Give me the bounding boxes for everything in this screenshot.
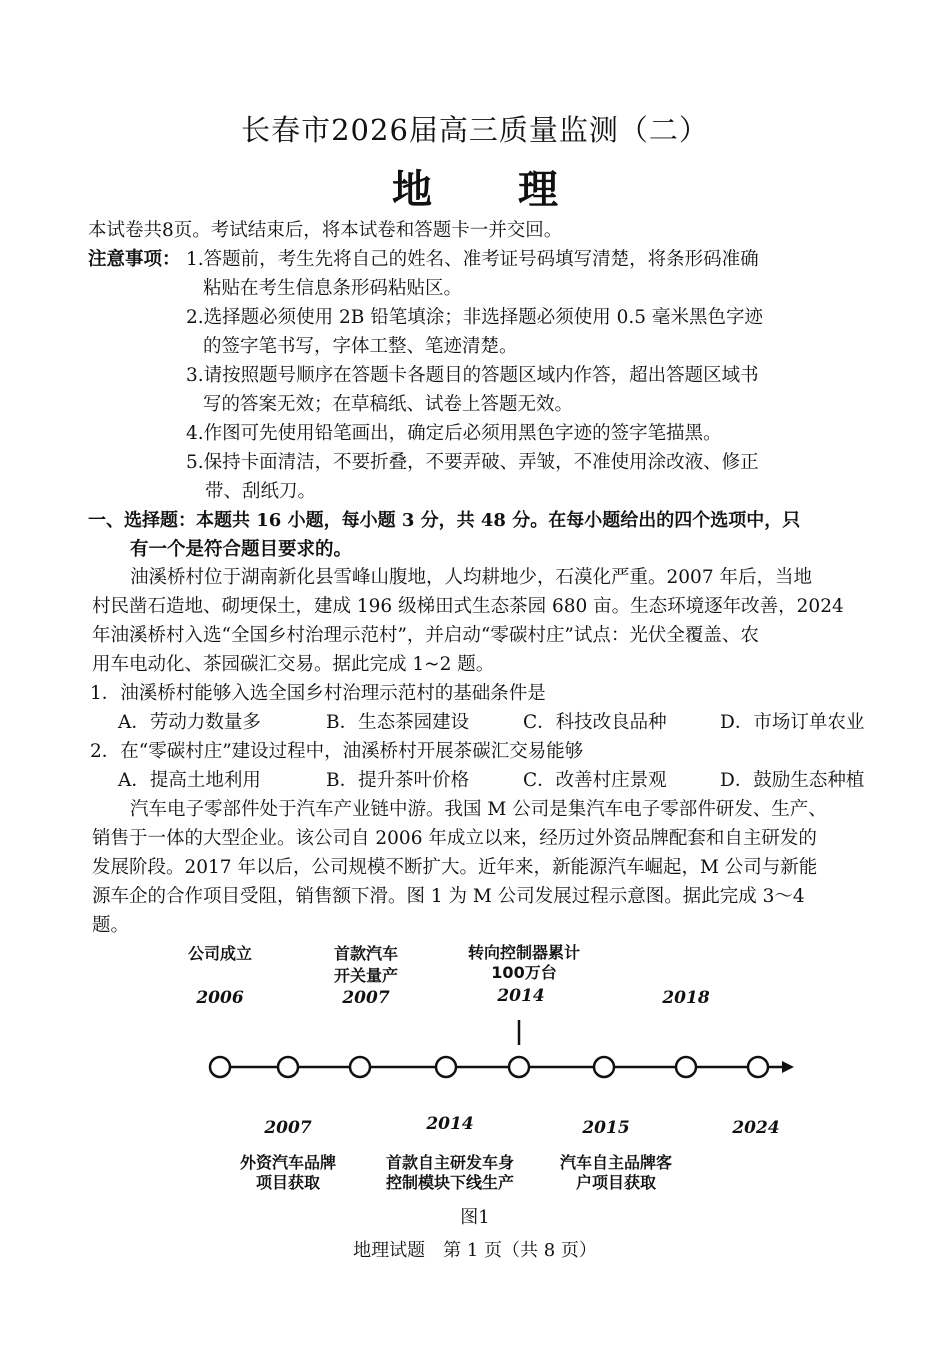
question-stem: 1．油溪桥村能够入选全国乡村治理示范村的基础条件是 [90, 683, 546, 704]
year-label: 2018 [662, 988, 710, 1008]
event-label: 项目获取 [255, 1173, 320, 1192]
notice-item: 5.保持卡面清洁，不要折叠，不要弄破、弄皱，不准使用涂改液、修正 [186, 452, 759, 473]
passage-line: 用车电动化、茶园碳汇交易。据此完成 1~2 题。 [92, 654, 495, 675]
year-label: 2015 [582, 1118, 630, 1138]
timeline-node [278, 1057, 298, 1077]
timeline-arrowhead [782, 1061, 794, 1073]
year-label: 2014 [497, 986, 545, 1006]
event-label: 控制模块下线生产 [385, 1173, 514, 1192]
notice-item: 带、刮纸刀。 [205, 481, 317, 502]
page-footer: 地理试题 第 1 页（共 8 页） [353, 1240, 597, 1261]
notice-item: 4.作图可先使用铅笔画出，确定后必须用黑色字迹的签字笔描黑。 [186, 423, 722, 444]
passage-line: 汽车电子零部件处于汽车产业链中游。我国 M 公司是集汽车电子零部件研发、生产、 [130, 799, 827, 820]
passage-line: 村民凿石造地、砌埂保土，建成 196 级梯田式生态茶园 680 亩。生态环境逐年改善，2024 [92, 596, 844, 617]
exam-intro: 本试卷共8页。考试结束后，将本试卷和答题卡一并交回。 [88, 220, 563, 241]
question-option: D．市场订单农业 [720, 712, 865, 733]
event-label: 100万台 [491, 963, 557, 982]
question-option: C．科技改良品种 [523, 712, 667, 733]
event-label: 首款自主研发车身 [385, 1153, 514, 1172]
event-label: 公司成立 [187, 944, 252, 963]
notice-item: 的签字笔书写，字体工整、笔迹清楚。 [203, 336, 518, 357]
event-label: 首款汽车 [333, 944, 398, 963]
section-heading-cont: 有一个是符合题目要求的。 [130, 539, 353, 560]
notice-item: 写的答案无效；在草稿纸、试卷上答题无效。 [203, 394, 574, 415]
notice-item: 3.请按照题号顺序在答题卡各题目的答题区域内作答，超出答题区域书 [186, 365, 759, 386]
section-heading: 一、选择题：本题共 16 小题，每小题 3 分，共 48 分。在每小题给出的四个选项中，只 [88, 510, 801, 531]
subject-title: 地 理 [392, 166, 594, 213]
year-label: 2007 [264, 1118, 312, 1138]
timeline-node [594, 1057, 614, 1077]
passage-line: 源车企的合作项目受阻，销售额下滑。图 1 为 M 公司发展过程示意图。据此完成 3～4 [92, 886, 805, 907]
notice-item: 2.选择题必须使用 2B 铅笔填涂；非选择题必须使用 0.5 毫米黑色字迹 [186, 307, 763, 328]
notice-label: 注意事项： [88, 249, 181, 270]
event-label: 汽车自主品牌客 [559, 1153, 672, 1172]
question-stem: 2．在“零碳村庄”建设过程中，油溪桥村开展茶碳汇交易能够 [90, 741, 584, 762]
passage-line: 发展阶段。2017 年以后，公司规模不断扩大。近年来，新能源汽车崛起，M 公司与新能 [92, 857, 818, 878]
timeline-node [509, 1057, 529, 1077]
passage-line: 销售于一体的大型企业。该公司自 2006 年成立以来，经历过外资品牌配套和自主研发的 [92, 828, 817, 849]
year-label: 2024 [732, 1118, 780, 1138]
year-label: 2007 [342, 988, 390, 1008]
exam-title: 长春市2026届高三质量监测（二） [241, 113, 709, 147]
passage-line: 年油溪桥村入选“全国乡村治理示范村”，并启动“零碳村庄”试点：光伏全覆盖、农 [92, 625, 759, 646]
notice-item: 1.答题前，考生先将自己的姓名、准考证号码填写清楚，将条形码准确 [186, 249, 759, 270]
question-option: A．提高土地利用 [118, 770, 261, 791]
event-label: 外资汽车品牌 [239, 1153, 336, 1172]
timeline-node [676, 1057, 696, 1077]
event-label: 开关量产 [333, 966, 398, 985]
question-option: B．提升茶叶价格 [326, 770, 470, 791]
figure-caption: 图1 [460, 1207, 490, 1228]
year-label: 2014 [426, 1114, 474, 1134]
question-option: A．劳动力数量多 [118, 712, 261, 733]
timeline-node [748, 1057, 768, 1077]
question-option: C．改善村庄景观 [523, 770, 667, 791]
year-label: 2006 [196, 988, 244, 1008]
passage-line: 油溪桥村位于湖南新化县雪峰山腹地，人均耕地少，石漠化严重。2007 年后，当地 [130, 567, 812, 588]
timeline-node [436, 1057, 456, 1077]
question-option: B．生态茶园建设 [326, 712, 470, 733]
question-option: D．鼓励生态种植 [720, 770, 865, 791]
event-label: 转向控制器累计 [467, 943, 580, 962]
notice-item: 粘贴在考生信息条形码粘贴区。 [203, 278, 463, 299]
event-label: 户项目获取 [575, 1173, 656, 1192]
timeline-node [210, 1057, 230, 1077]
timeline-node [350, 1057, 370, 1077]
passage-line: 题。 [92, 915, 130, 936]
